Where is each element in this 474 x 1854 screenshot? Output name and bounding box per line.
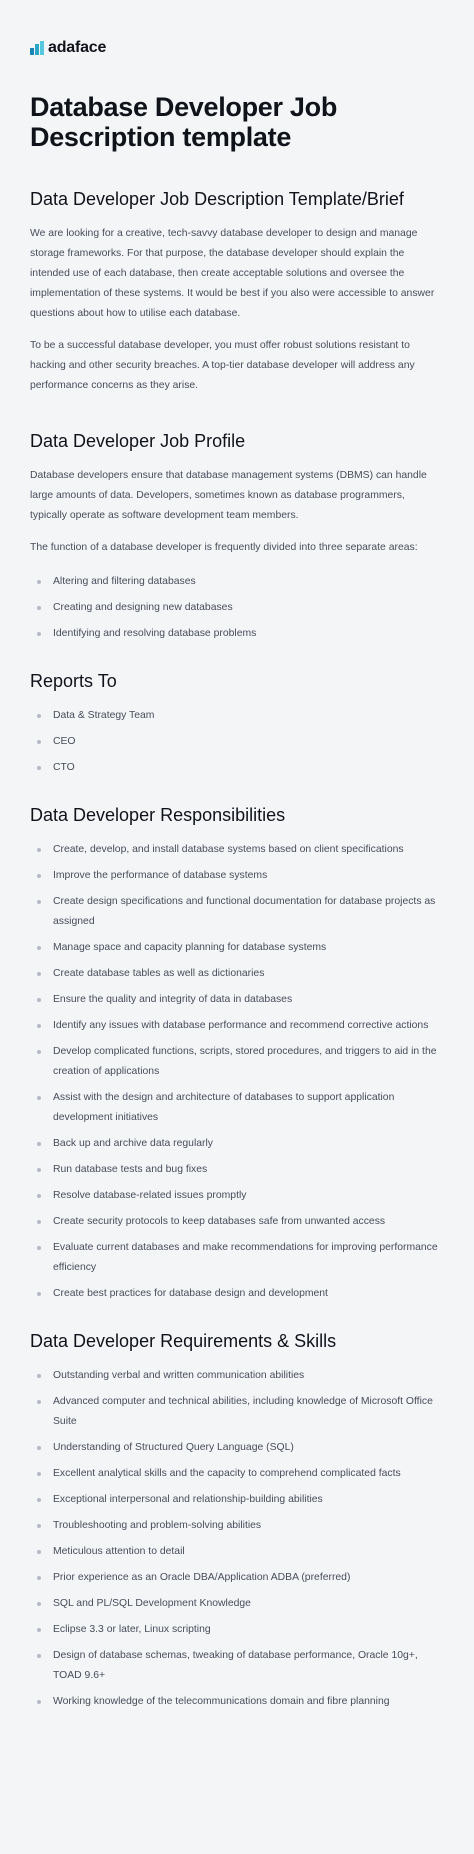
list-item: Troubleshooting and problem-solving abilities	[30, 1516, 444, 1536]
list-item: Meticulous attention to detail	[30, 1542, 444, 1562]
skills-list	[30, 1366, 444, 1712]
list-item: Identifying and resolving database problems	[30, 624, 444, 644]
reports-heading: Reports To	[30, 671, 117, 691]
list-item: Data & Strategy Team	[30, 706, 444, 726]
brand-logo[interactable]	[30, 38, 444, 58]
profile-paragraph: Database developers ensure that database management systems (DBMS) can handle large amounts of data. Developers, sometimes known as database programmers, typically operate as software development team members.	[30, 470, 427, 521]
list-item: Create database tables as well as dictionaries	[30, 964, 444, 984]
list-item: Assist with the design and architecture of databases to support application development initiatives	[30, 1088, 444, 1128]
reports-list	[30, 706, 444, 778]
adaface-logo-icon	[30, 41, 44, 55]
skills-heading: Data Developer Requirements & Skills	[30, 1331, 337, 1351]
list-item: Ensure the quality and integrity of data in databases	[30, 990, 444, 1010]
list-item: Design of database schemas, tweaking of database performance, Oracle 10g+, TOAD 9.6+	[30, 1646, 444, 1686]
reports-section	[30, 670, 444, 778]
brand-name: adaface	[48, 39, 107, 56]
list-item: Run database tests and bug fixes	[30, 1160, 444, 1180]
list-item: Advanced computer and technical abilities, including knowledge of Microsoft Office Suite	[30, 1392, 444, 1432]
list-item: Manage space and capacity planning for database systems	[30, 938, 444, 958]
list-item: Improve the performance of database systems	[30, 866, 444, 886]
list-item: Prior experience as an Oracle DBA/Application ADBA (preferred)	[30, 1568, 444, 1588]
list-item: Create design specifications and functional documentation for database projects as assigned	[30, 892, 444, 932]
responsibilities-list	[30, 840, 444, 1304]
list-item: CEO	[30, 732, 444, 752]
list-item: Outstanding verbal and written communication abilities	[30, 1366, 444, 1386]
brief-heading: Data Developer Job Description Template/Brief	[30, 189, 404, 209]
responsibilities-section	[30, 804, 444, 1304]
list-item: Resolve database-related issues promptly	[30, 1186, 444, 1206]
responsibilities-heading: Data Developer Responsibilities	[30, 805, 286, 825]
list-item: Creating and designing new databases	[30, 598, 444, 618]
brief-section	[30, 188, 444, 396]
list-item: Evaluate current databases and make recommendations for improving performance efficiency	[30, 1238, 444, 1278]
list-item: Eclipse 3.3 or later, Linux scripting	[30, 1620, 444, 1640]
brief-paragraph: To be a successful database developer, you must offer robust solutions resistant to hacking and other security breaches. A top-tier database developer will address any performance concerns as they arise.	[30, 340, 415, 391]
list-item: Excellent analytical skills and the capacity to comprehend complicated facts	[30, 1464, 444, 1484]
profile-paragraph: The function of a database developer is frequently divided into three separate areas:	[30, 542, 418, 553]
list-item: CTO	[30, 758, 444, 778]
list-item: Create best practices for database design and development	[30, 1284, 444, 1304]
brief-paragraph: We are looking for a creative, tech-savvy database developer to design and manage storage frameworks. For that purpose, the database developer should explain the intended use of each database, then create acceptable solutions and oversee the implementation of these systems. It would be best if you also were accessible to answer questions about how to utilise each database.	[30, 228, 435, 319]
profile-heading: Data Developer Job Profile	[30, 431, 246, 451]
list-item: Create, develop, and install database systems based on client specifications	[30, 840, 444, 860]
list-item: Working knowledge of the telecommunications domain and fibre planning	[30, 1692, 444, 1712]
skills-section	[30, 1330, 444, 1712]
list-item: SQL and PL/SQL Development Knowledge	[30, 1594, 444, 1614]
list-item: Identify any issues with database performance and recommend corrective actions	[30, 1016, 444, 1036]
list-item: Exceptional interpersonal and relationship-building abilities	[30, 1490, 444, 1510]
profile-list	[30, 572, 444, 644]
list-item: Develop complicated functions, scripts, stored procedures, and triggers to aid in the creation of applications	[30, 1042, 444, 1082]
page-title: Database Developer Job Description template	[30, 92, 338, 152]
list-item: Back up and archive data regularly	[30, 1134, 444, 1154]
list-item: Understanding of Structured Query Language (SQL)	[30, 1438, 444, 1458]
list-item: Altering and filtering databases	[30, 572, 444, 592]
list-item: Create security protocols to keep databases safe from unwanted access	[30, 1212, 444, 1232]
profile-section	[30, 430, 444, 644]
